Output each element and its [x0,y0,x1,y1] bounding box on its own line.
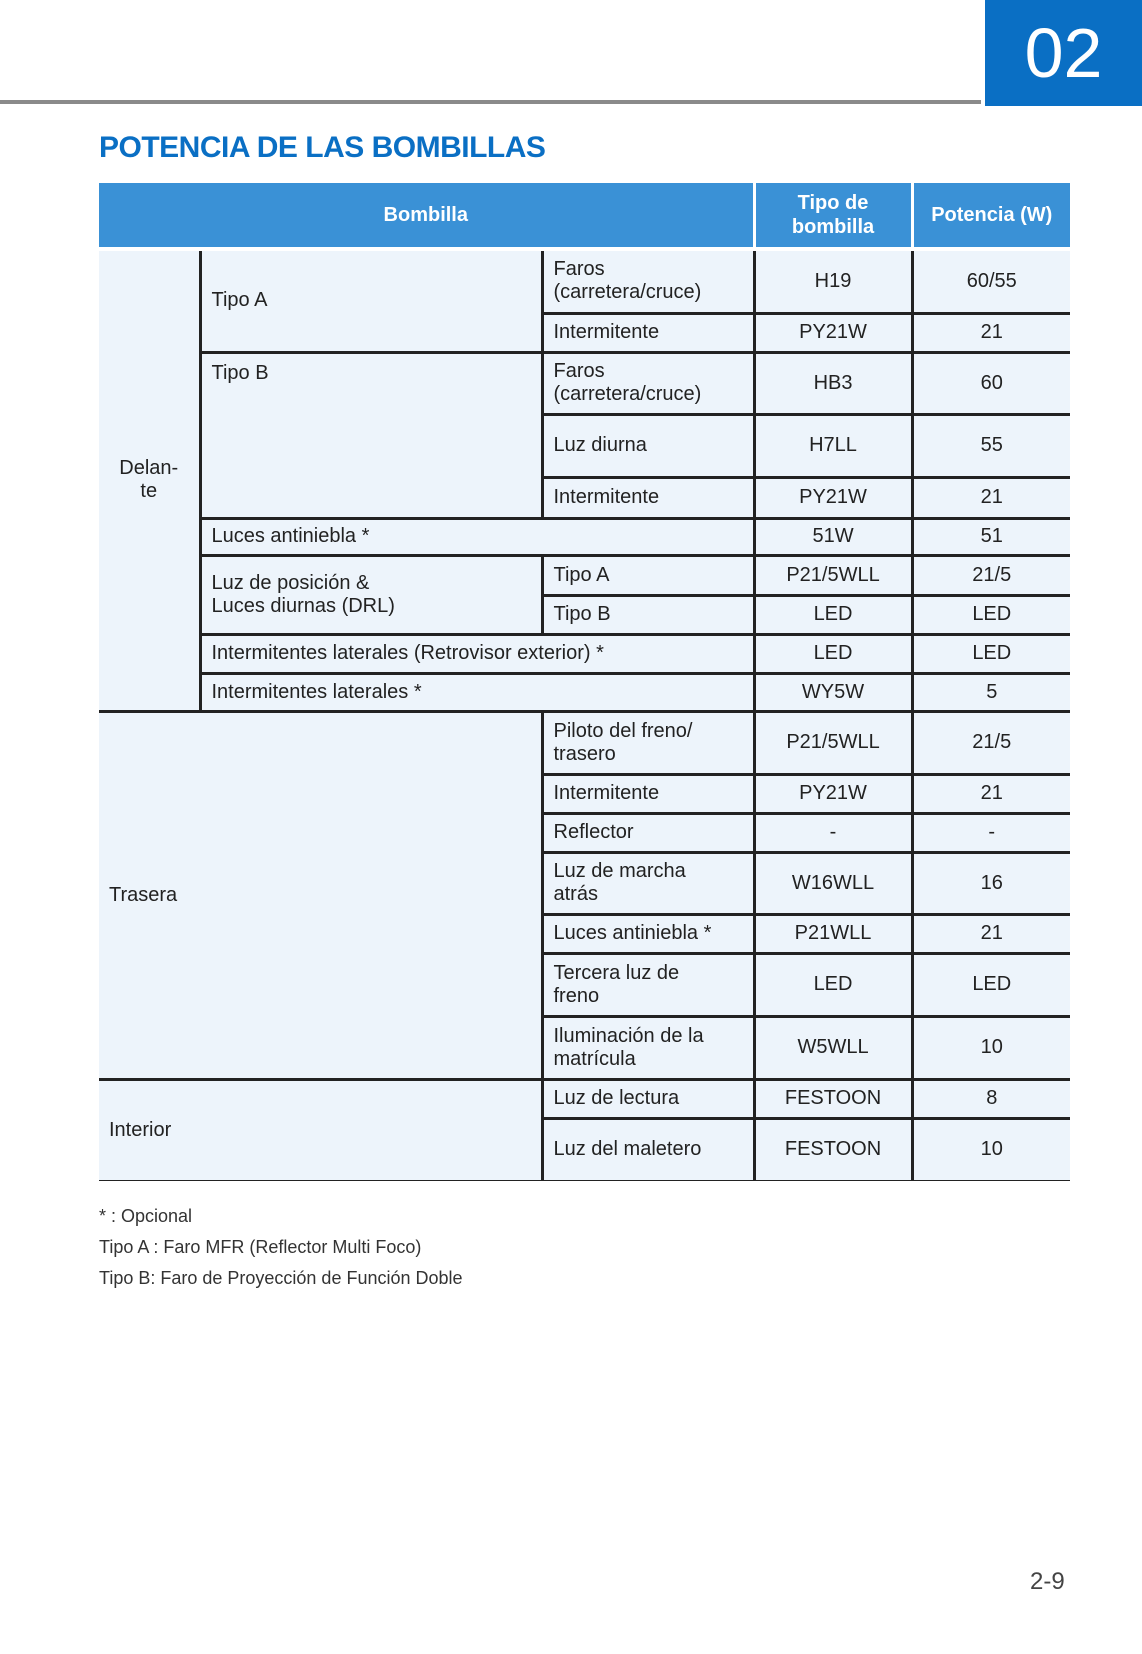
table-row [99,634,1070,673]
header-power: Potencia (W) [912,183,1070,249]
bulb-power: 60/55 [912,249,1070,313]
bulb-power: 21/5 [912,555,1070,595]
table-row [99,249,1070,313]
bulb-table [99,183,1070,1181]
bulb-name: Luz de marcha atrás [542,852,754,914]
page-number: 2-9 [1030,1568,1065,1595]
bulb-power: 16 [912,852,1070,914]
bulb-name: Luces antiniebla * [542,914,754,953]
bulb-type: - [754,813,912,852]
group-label-rear: Trasera [99,711,542,1079]
header-rule [0,100,981,104]
group-label-front: Delan- te [99,249,200,711]
bulb-type: HB3 [754,352,912,414]
bulb-name: Intermitentes laterales (Retrovisor exterior) * [200,634,754,673]
bulb-name: Tipo B [542,595,754,634]
header-type: Tipo de bombilla [754,183,912,249]
bulb-power: 10 [912,1016,1070,1079]
table-row [99,1079,1070,1118]
bulb-name: Faros (carretera/cruce) [542,352,754,414]
bulb-name: Tipo A [542,555,754,595]
bulb-type: W5WLL [754,1016,912,1079]
bulb-power: 55 [912,414,1070,477]
bulb-name: Intermitente [542,313,754,352]
subgroup-label: Luz de posición & Luces diurnas (DRL) [200,555,542,634]
bulb-name: Faros (carretera/cruce) [542,249,754,313]
bulb-name: Piloto del freno/ trasero [542,711,754,774]
bulb-type: W16WLL [754,852,912,914]
bulb-type: LED [754,634,912,673]
bulb-power: - [912,813,1070,852]
table-row [99,555,1070,595]
bulb-name: Reflector [542,813,754,852]
bulb-name: Luz de lectura [542,1079,754,1118]
table-row [99,518,1070,555]
bulb-power: LED [912,953,1070,1016]
page-title: POTENCIA DE LAS BOMBILLAS [99,131,546,164]
bulb-power: 21 [912,914,1070,953]
bulb-power: 8 [912,1079,1070,1118]
bulb-power: 21/5 [912,711,1070,774]
table-header [99,183,1070,249]
bulb-power: LED [912,634,1070,673]
header-bulb: Bombilla [99,183,754,249]
bulb-type: PY21W [754,477,912,518]
group-label-interior: Interior [99,1079,542,1180]
bulb-type: H19 [754,249,912,313]
bulb-name: Intermitente [542,774,754,813]
bulb-type: P21/5WLL [754,711,912,774]
bulb-name: Tercera luz de freno [542,953,754,1016]
footnote: Tipo B: Faro de Proyección de Función Doble [99,1268,463,1288]
table-row [99,352,1070,414]
chapter-tab: 02 [985,0,1142,106]
bulb-type: H7LL [754,414,912,477]
bulb-type: FESTOON [754,1079,912,1118]
bulb-type: 51W [754,518,912,555]
bulb-type: PY21W [754,313,912,352]
bulb-type: PY21W [754,774,912,813]
table-row [99,673,1070,711]
bulb-name: Luces antiniebla * [200,518,754,555]
bulb-power: 60 [912,352,1070,414]
bulb-power: 21 [912,313,1070,352]
bulb-name: Luz diurna [542,414,754,477]
bulb-type: FESTOON [754,1118,912,1180]
bulb-type: LED [754,953,912,1016]
bulb-type: WY5W [754,673,912,711]
subgroup-label: Tipo A [200,249,542,352]
bulb-name: Intermitente [542,477,754,518]
bulb-power: LED [912,595,1070,634]
bulb-power: 21 [912,477,1070,518]
bulb-name: Iluminación de la matrícula [542,1016,754,1079]
table-row [99,711,1070,774]
bulb-power: 10 [912,1118,1070,1180]
footnote: * : Opcional [99,1206,193,1226]
bulb-type: LED [754,595,912,634]
footnote: Tipo A : Faro MFR (Reflector Multi Foco) [99,1237,422,1257]
bulb-power: 21 [912,774,1070,813]
bulb-power: 51 [912,518,1070,555]
bulb-power: 5 [912,673,1070,711]
subgroup-label: Tipo B [200,352,542,518]
bulb-type: P21/5WLL [754,555,912,595]
bulb-name: Luz del maletero [542,1118,754,1180]
bulb-name: Intermitentes laterales * [200,673,754,711]
bulb-type: P21WLL [754,914,912,953]
